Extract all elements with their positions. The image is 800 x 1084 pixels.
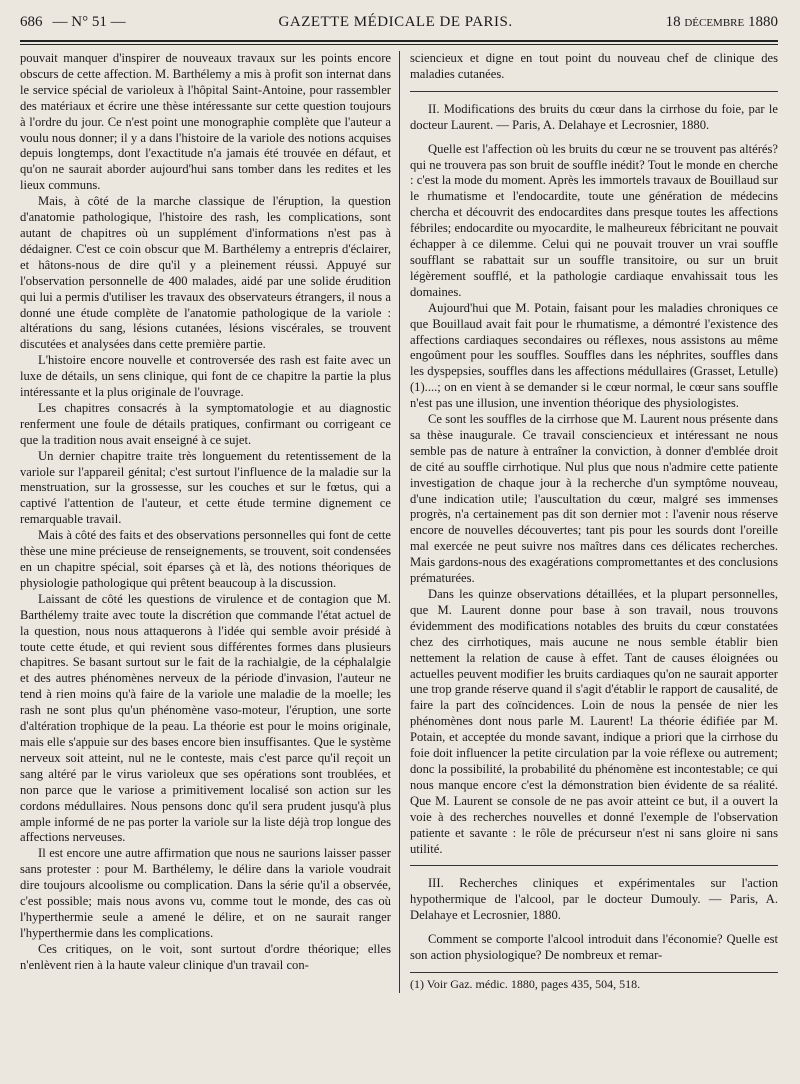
date-month: DÉCEMBRE xyxy=(684,17,745,29)
left-paragraph-2: Mais, à côté de la marche classique de l'éruption, la question d'anatomie pathologique, l'histoire des rash, les complications, sont autant de chapitres où un supplément d'informations n'est pas à dédaigner. C'est ce coin obscur que M. Barthélemy a entrepris d'éclairer, et hâtons-nous de dire qu'il y a pleinement réussi. Appuyé sur l'observation personnelle de 400 malades, aidé par une solide érudition qui lui a permis d'utiliser les travaux des observateurs étrangers, il nous a donné une étude complète de l'anatomie pathologique de la variole : altérations du sang, lésions cutanées, lésions viscérales, se trouvent discutées et analysées dans cette première partie. xyxy=(20,194,391,352)
left-paragraph-7: Laissant de côté les questions de virulence et de contagion que M. Barthélemy traite avec toute la discrétion que commande l'état actuel de la question, nous nous attaquerons à l'idée qui semble avoir présidé à toute cette étude, et qui revient sous différentes formes dans plusieurs chapitres. Se basant surtout sur le fait de la rachialgie, de la céphalalgie et des autres phénomènes nerveux de la période d'invasion, l'auteur ne tend à rien moins qu'à faire de la variole une maladie de la moelle; les rash ne sont plus qu'un phénomène vaso-moteur, l'éruption, une sorte d'altération trophique de la peau. La théorie est pour le moins originale, mais elle s'appuie sur des bases encore bien insuffisantes. Que le système nerveux soit atteint, nul ne le conteste, mais c'est parce qu'il reçoit un sang altéré par le virus varioleux que ses opérations sont troublées, et non parce que le variose a primitivement localisé son action sur les cordons médullaires. Nous pensons donc qu'il sera prudent jusqu'à plus ample informé de ne pas porter la variole sur la liste déjà trop longue des affections nerveuses. xyxy=(20,591,391,845)
section-2-paragraph-4: Dans les quinze observations détaillées, et la plupart personnelles, que M. Laurent donne pour base à son travail, nous trouvons évidemment des modifications notables des bruits du cœur constatées chez des cirrhotiques, mais aucune ne nous semble établir bien nettement la relation de cause à effet. Tant de causes éloignées ou actuelles peuvent modifier les bruits cardiaques qu'on ne saurait apporter une trop grande réserve quand il s'agit d'établir le rapport de causalité, de faire la part des coïncidences. Loin de nous la pensée de nier les phénomènes dont nous parle M. Laurent! La théorie édifiée par M. Potain, et acceptée du monde savant, indique a priori que la cirrhose du foie doit influencer la petite circulation par la voie réflexe ou autrement; donc la possibilité, la probabilité du phénomène est incontestable; ce qui nous manque encore c'est la démonstration bien évidente de sa réalité. Que M. Laurent se console de ne pas avoir atteint ce but, il a ouvert la voie à des recherches nouvelles et donné l'exemple de l'observation patiente et savante : le rôle de précurseur n'est ni sans gloire ni sans utilité. xyxy=(409,587,778,856)
journal-title: GAZETTE MÉDICALE DE PARIS. xyxy=(278,14,513,30)
section-divider-2 xyxy=(410,865,778,866)
right-continuation: sciencieux et digne en tout point du nouveau chef de clinique des maladies cutanées. xyxy=(409,51,778,81)
section-2-heading: II. Modifications des bruits du cœur dans la cirrhose du foie, par le docteur Laurent. — Paris, A. Delahaye et Lecrosnier, 1880. xyxy=(409,101,778,132)
date-day: 18 xyxy=(665,14,681,30)
left-paragraph-4: Les chapitres consacrés à la symptomatologie et au diagnostic renferment une foule de détails pratiques, confirmant ou corrigeant ce que la tradition nous avait enseigné à ce sujet. xyxy=(20,400,391,447)
left-column xyxy=(20,51,399,993)
issue-date xyxy=(666,14,778,31)
section-2-paragraph-3: Ce sont les souffles de la cirrhose que M. Laurent nous présente dans sa thèse inaugurale. Ce travail consciencieux et intéressant ne nous semble pas de nature à entraîner la conviction, à donner d'emblée droit de cité au souffle cirrhotique. Nul plus que nous n'admire cette patiente investigation de chaque jour à la recherche d'un symptôme nouveau, d'une indication utile; l'auscultation du cœur, malgré ses immenses progrès, n'a certainement pas dit son dernier mot : l'avenir nous réserve encore de nouvelles découvertes; tant pis pour les sourds dont l'oreille mal exercée ne peut suivre nos maîtres dans ces délicates recherches. Mais gardons-nous des exagérations compromettantes et des conclusions prématurées. xyxy=(409,412,778,586)
page-number: 686 xyxy=(20,14,43,30)
header-left xyxy=(20,14,126,31)
page-header xyxy=(20,14,778,38)
header-rule xyxy=(20,40,778,42)
section-2-paragraph-2: Aujourd'hui que M. Potain, faisant pour les maladies chroniques ce que Bouillaud avait fait pour le rhumatisme, a démontré l'existence des affections cardiaques secondaires ou réflexes, nous assistons au même engoûment pour les souffles. Souffles dans les néphrites, souffles dans les dyspepsies, souffles dans les affections médullaires (Grasset, Letulle) (1)....; on en vient à se demander si le cœur normal, le cœur sans souffle n'est pas une illusion, une invention théorique des physiologistes. xyxy=(409,300,778,411)
left-paragraph-6: Mais à côté des faits et des observations personnelles qui font de cette thèse une mine précieuse de renseignements, se trouvent, soit condensées en un chapitre spécial, soit éparses çà et là, des notions théoriques de physiologie pathologique qui prêtent beaucoup à la discussion. xyxy=(20,528,391,590)
left-paragraph-8: Il est encore une autre affirmation que nous ne saurions laisser passer sans protester : pour M. Barthélemy, le délire dans la variole voudrait dire toujours alcoolisme ou complication. Dans la série qu'il a observée, c'est possible; mais nous avons vu, comme tout le monde, des cas où l'hyperthermie seule a amené le délire, et on ne saurait ranger l'hyperthermie dans les complications. xyxy=(20,846,391,940)
header-rule-thin xyxy=(20,44,778,45)
issue-number: — N° 51 — xyxy=(52,14,126,30)
section-2-paragraph-1: Quelle est l'affection où les bruits du cœur ne se trouvent pas altérés? qui ne trouvera pas son bruit de souffle inédit? Tout le monde en cherche : c'est la mode du moment. Après les immortels travaux de Bouillaud sur le rhumatisme et l'endocardite, toute une génération de médecins chercha et découvrit des endocardites dans presque toutes les affections fébriles; endocardite ou myocardite, le malheureux fébricitant ne pouvait échapper à ce dilemme. Celui qui ne pouvait trouver un vrai souffle soufflant se rabattait sur un souffle transitoire, ou sur un bruit légèrement soufflé, et la pathologie cardiaque envahissait tous les domaines. xyxy=(409,141,778,299)
left-paragraph-3: L'histoire encore nouvelle et controversée des rash est faite avec un luxe de détails, un sens clinique, qui font de ce chapitre la partie la plus intéressante et la plus originale de l'ouvrage. xyxy=(20,353,391,400)
right-column xyxy=(399,51,778,993)
left-paragraph-9: Ces critiques, on le voit, sont surtout d'ordre théorique; elles n'enlèvent rien à la haute valeur clinique d'un travail con- xyxy=(20,941,391,972)
footnote: (1) Voir Gaz. médic. 1880, pages 435, 504, 518. xyxy=(410,972,778,993)
date-year: 1880 xyxy=(747,14,778,30)
left-paragraph-5: Un dernier chapitre traite très longuement du retentissement de la variole sur l'appareil génital; c'est surtout l'influence de la maladie sur la menstruation, sur la grossesse, sur les couches et sur le fœtus, qui a captivé l'attention de l'auteur, et cette étude termine dignement ce remarquable travail. xyxy=(20,448,391,527)
left-paragraph-1: pouvait manquer d'inspirer de nouveaux travaux sur les points encore obscurs de cette affection. M. Barthélemy a mis à profit son internat dans le service spécial de varioleux à l'hôpital Saint-Antoine, pour rassembler des matériaux et écrire une thèse intéressante sur cette question toujours à l'ordre du jour. Ce n'est point une monographie complète que l'auteur a voulu nous donner; il y a dans l'histoire de la variole des notions acquises depuis longtemps, dont l'exactitude n'a jamais été trouvée en défaut, et qu'on ne saurait aborder aujourd'hui sans tomber dans les redites et les lieux communs. xyxy=(20,51,391,193)
text-columns xyxy=(20,51,778,993)
section-3-paragraph-1: Comment se comporte l'alcool introduit dans l'économie? Quelle est son action physiologique? De nombreux et remar- xyxy=(409,932,778,963)
section-divider xyxy=(410,91,778,92)
section-3-heading: III. Recherches cliniques et expérimentales sur l'action hypothermique de l'alcool, par le docteur Dumouly. — Paris, A. Delahaye et Lecrosnier, 1880. xyxy=(409,876,778,923)
